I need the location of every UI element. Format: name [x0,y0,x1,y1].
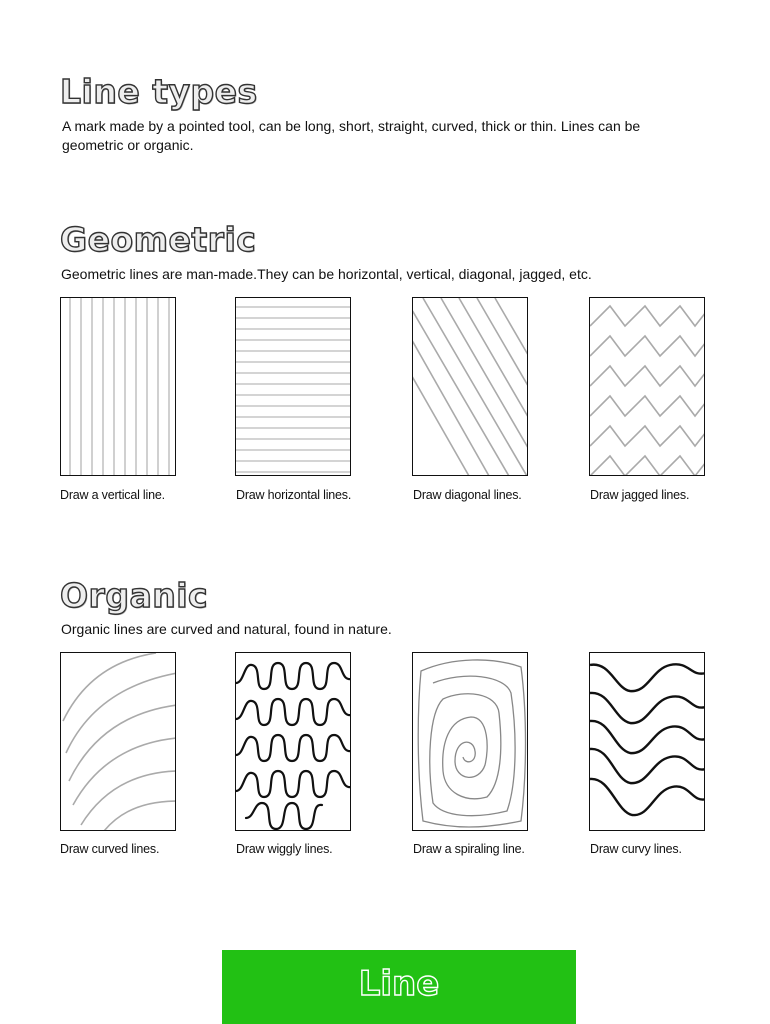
wiggly-lines-panel[interactable] [235,652,351,831]
horizontal-lines-drawing [236,298,351,476]
page-title: Line types [60,72,258,111]
vertical-lines-panel[interactable] [60,297,176,476]
footer-label: Line [358,964,440,1004]
curved-lines-panel[interactable] [60,652,176,831]
geometric-heading: Geometric [60,220,257,259]
caption-spiral: Draw a spiraling line. [413,842,525,856]
jagged-lines-drawing [590,298,705,476]
footer-banner [222,950,576,1024]
horizontal-lines-panel[interactable] [235,297,351,476]
spiral-line-panel[interactable] [412,652,528,831]
curvy-lines-drawing [590,653,705,831]
intro-text: A mark made by a pointed tool, can be long, short, straight, curved, thick or thin. Lines can be geometric or organic. [62,118,641,153]
organic-description: Organic lines are curved and natural, found in nature. [61,621,392,637]
organic-heading: Organic [60,576,209,615]
caption-wiggly: Draw wiggly lines. [236,842,333,856]
caption-horizontal: Draw horizontal lines. [236,488,352,502]
caption-jagged: Draw jagged lines. [590,488,690,502]
geometric-description: Geometric lines are man-made.They can be horizontal, vertical, diagonal, jagged, etc. [61,266,592,282]
jagged-lines-panel[interactable] [589,297,705,476]
caption-curved: Draw curved lines. [60,842,160,856]
caption-curvy: Draw curvy lines. [590,842,682,856]
caption-diagonal: Draw diagonal lines. [413,488,522,502]
wiggly-lines-drawing [236,653,351,831]
diagonal-lines-panel[interactable] [412,297,528,476]
caption-vertical: Draw a vertical line. [60,488,165,502]
vertical-lines-drawing [61,298,176,476]
curved-lines-drawing [61,653,176,831]
diagonal-lines-drawing [413,298,528,476]
spiral-line-drawing [413,653,528,831]
curvy-lines-panel[interactable] [589,652,705,831]
